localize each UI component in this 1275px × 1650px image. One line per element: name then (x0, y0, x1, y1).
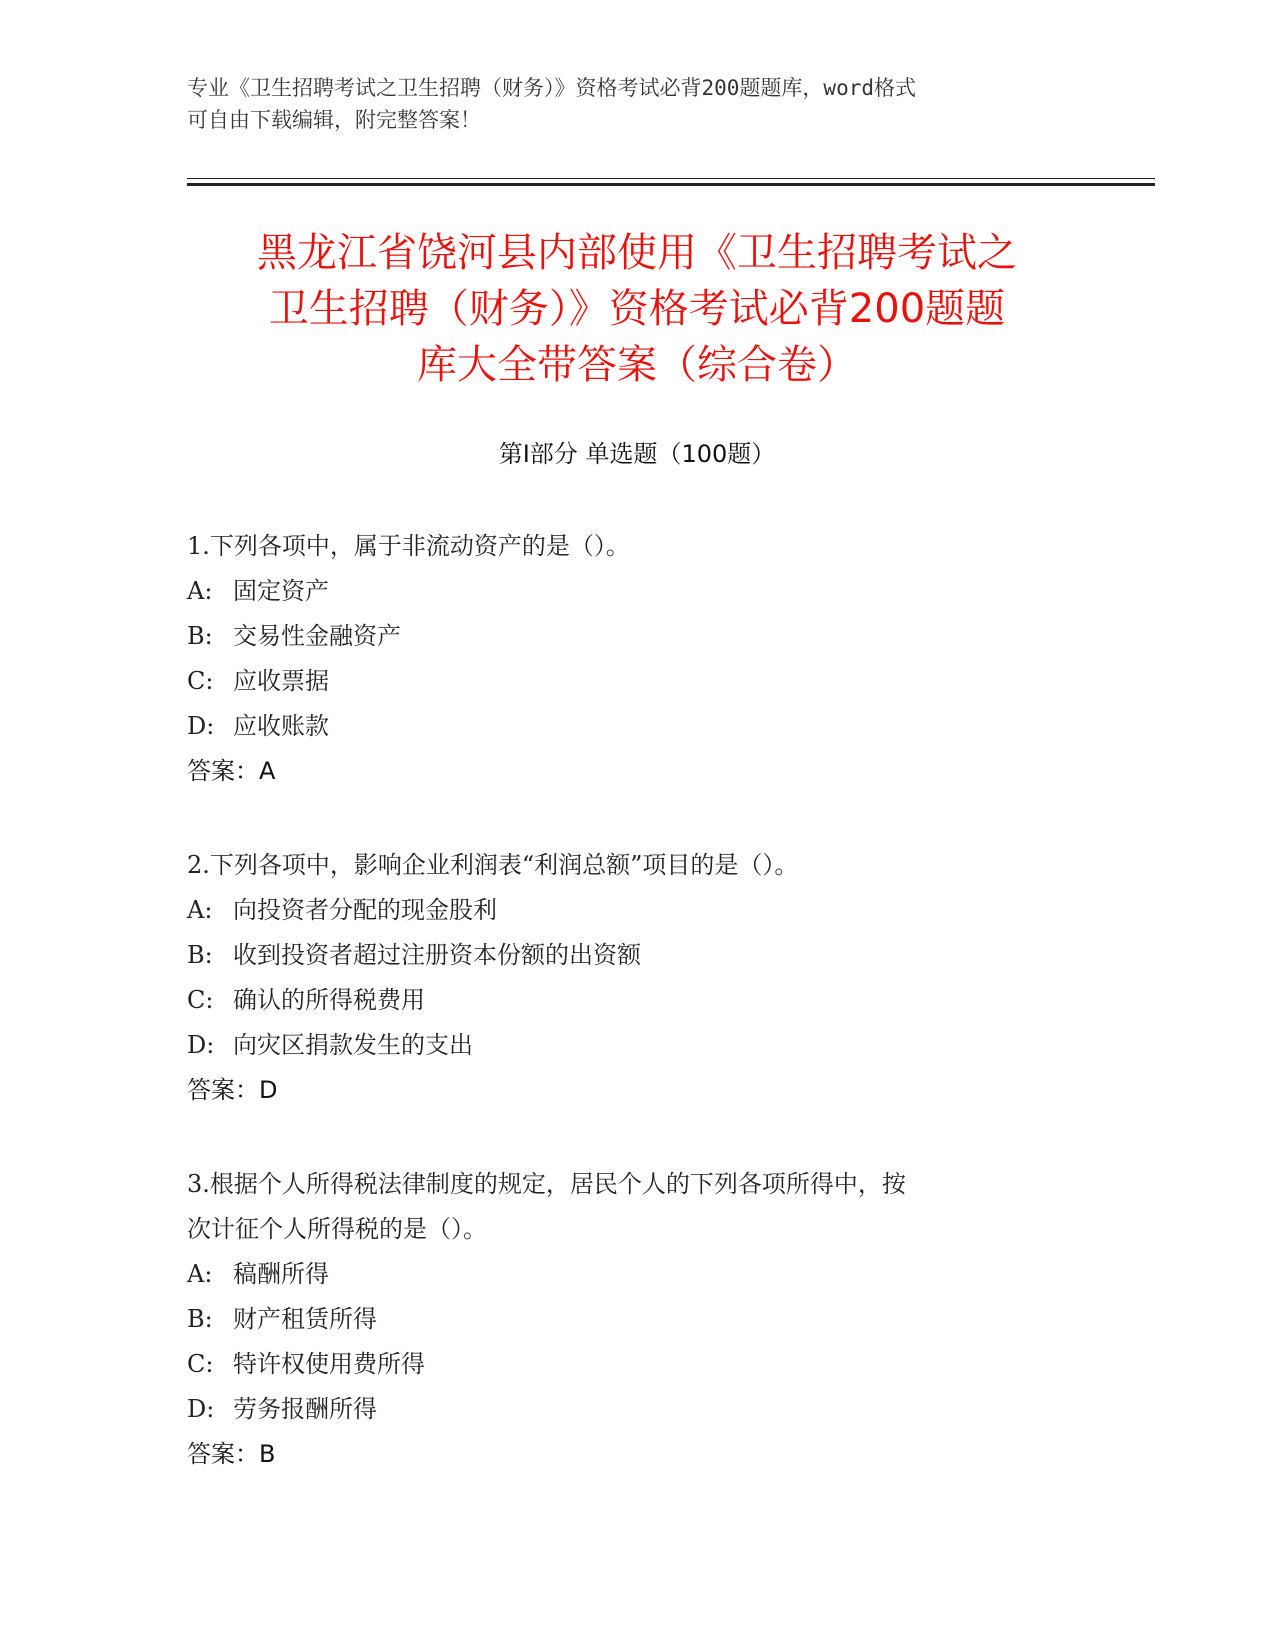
option-text: 应收票据 (233, 667, 329, 695)
title-line: 卫生招聘（财务）》资格考试必背200题题 (268, 286, 1006, 332)
option-letter: A: (187, 577, 213, 605)
option-letter: B: (187, 622, 213, 650)
option-letter: D: (187, 1031, 215, 1059)
option-b (187, 933, 1087, 978)
header-note (187, 72, 1067, 136)
header-note-line: 可自由下载编辑，附完整答案！ (187, 108, 481, 132)
section-heading: 第Ⅰ部分 单选题（100题） (498, 440, 776, 468)
option-letter: C: (187, 667, 214, 695)
option-text: 稿酬所得 (233, 1260, 329, 1288)
option-text: 劳务报酬所得 (233, 1395, 377, 1423)
option-a (187, 888, 1087, 933)
option-letter: C: (187, 986, 214, 1014)
title-line: 黑龙江省饶河县内部使用《卫生招聘考试之 (257, 230, 1017, 276)
option-d (187, 704, 1087, 749)
option-letter: A: (187, 1260, 213, 1288)
question-item (187, 1162, 1087, 1477)
header-divider-thin (187, 178, 1155, 179)
option-d (187, 1387, 1087, 1432)
option-text: 向投资者分配的现金股利 (233, 896, 497, 924)
header-note-line: 专业《卫生招聘考试之卫生招聘（财务）》资格考试必背200题题库，word格式 (187, 76, 916, 100)
question-stem: 3.根据个人所得税法律制度的规定，居民个人的下列各项所得中，按 (187, 1170, 906, 1198)
question-item (187, 843, 1087, 1113)
option-c (187, 1342, 1087, 1387)
question-stem: 1.下列各项中，属于非流动资产的是（）。 (187, 532, 630, 560)
option-a (187, 569, 1087, 614)
document-title (187, 225, 1087, 393)
header-divider-thick (187, 183, 1155, 186)
title-line: 库大全带答案（综合卷） (417, 342, 857, 388)
option-text: 特许权使用费所得 (233, 1350, 425, 1378)
option-b (187, 1297, 1087, 1342)
option-text: 向灾区捐款发生的支出 (233, 1031, 473, 1059)
option-a (187, 1252, 1087, 1297)
answer-label: 答案：B (187, 1440, 276, 1468)
option-letter: D: (187, 712, 215, 740)
question-stem: 2.下列各项中，影响企业利润表“利润总额”项目的是（）。 (187, 851, 799, 879)
option-text: 财产租赁所得 (233, 1305, 377, 1333)
option-text: 应收账款 (233, 712, 329, 740)
option-b (187, 614, 1087, 659)
answer-label: 答案：A (187, 757, 276, 785)
option-text: 固定资产 (233, 577, 329, 605)
option-c (187, 978, 1087, 1023)
question-item (187, 524, 1087, 794)
option-letter: A: (187, 896, 213, 924)
question-stem-continued: 次计征个人所得税的是（）。 (187, 1215, 487, 1243)
option-c (187, 659, 1087, 704)
answer-label: 答案：D (187, 1076, 278, 1104)
option-letter: B: (187, 941, 213, 969)
option-letter: B: (187, 1305, 213, 1333)
option-letter: C: (187, 1350, 214, 1378)
option-letter: D: (187, 1395, 215, 1423)
option-text: 确认的所得税费用 (233, 986, 425, 1014)
option-text: 交易性金融资产 (233, 622, 401, 650)
option-text: 收到投资者超过注册资本份额的出资额 (233, 941, 641, 969)
option-d (187, 1023, 1087, 1068)
